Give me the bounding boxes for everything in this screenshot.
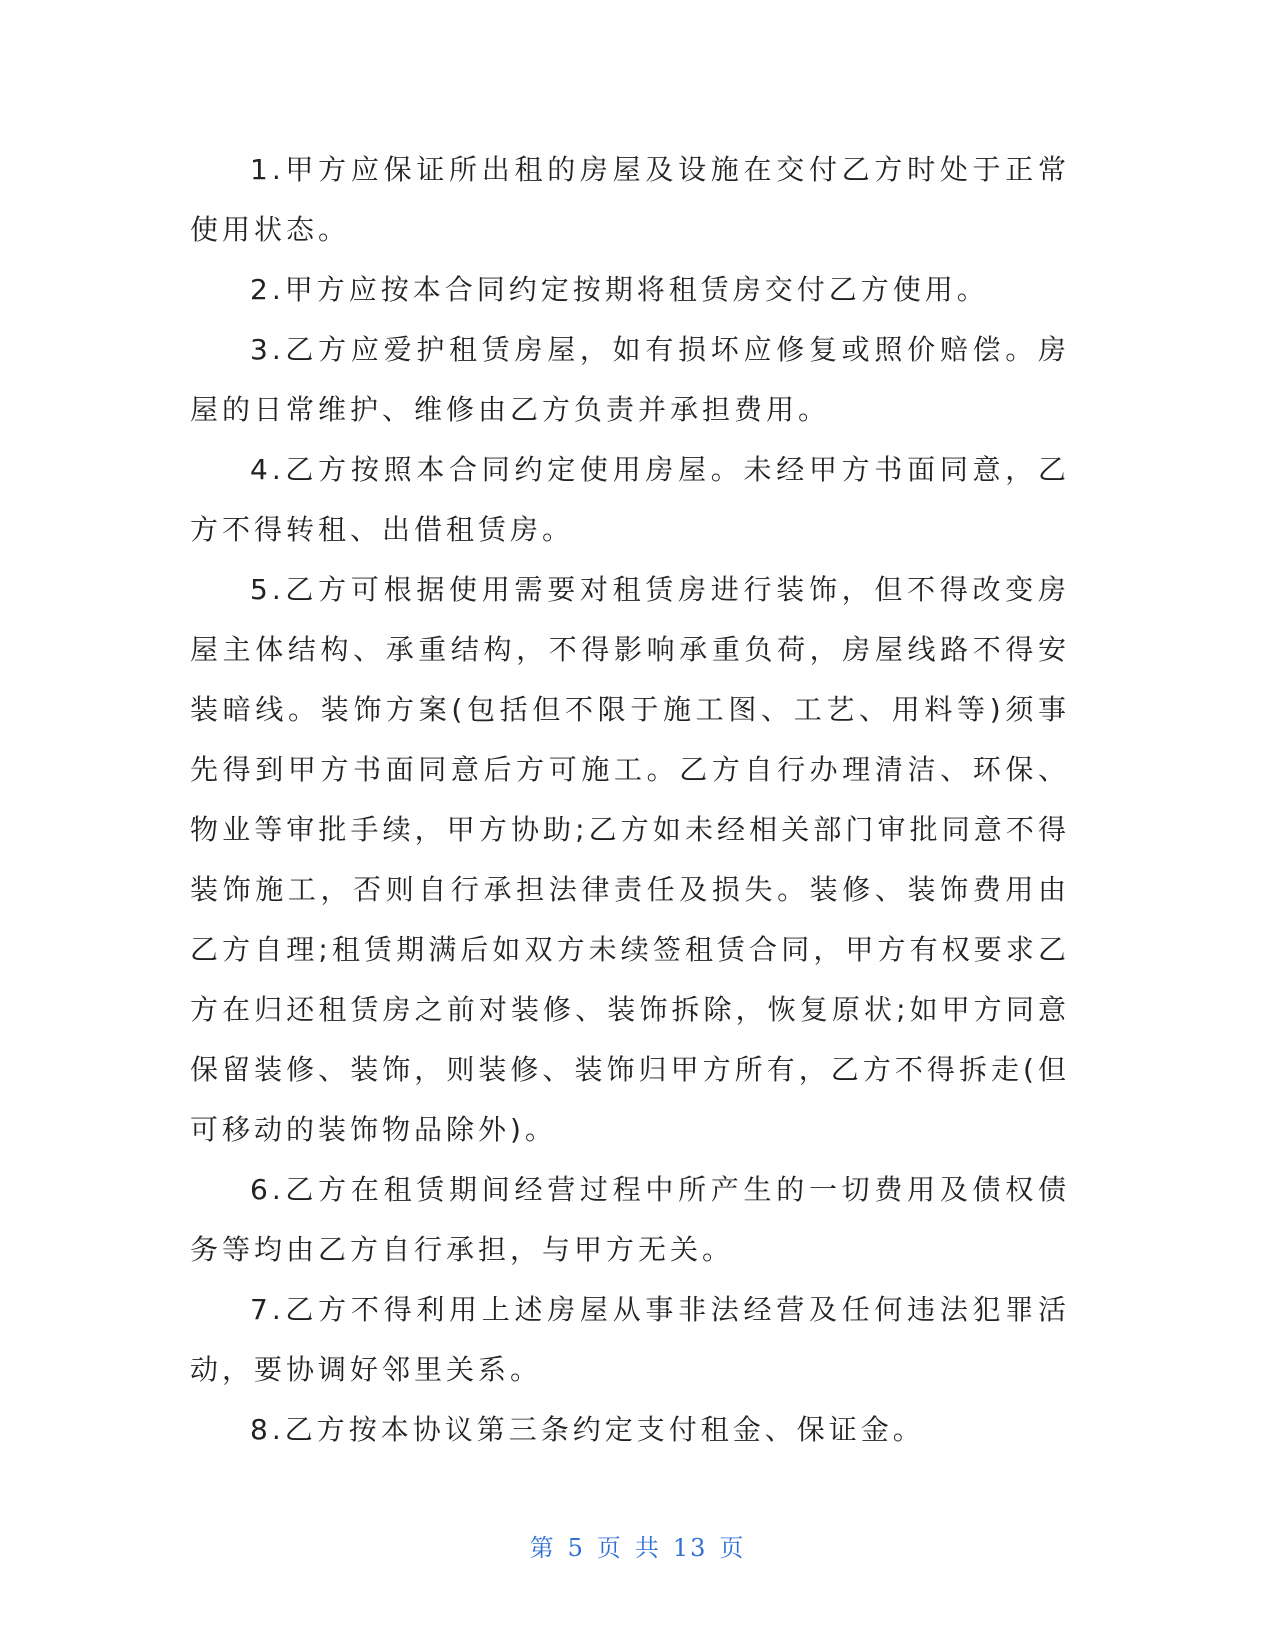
footer-prefix: 第	[529, 1534, 556, 1562]
clause-2: 2.甲方应按本合同约定按期将租赁房交付乙方使用。	[250, 273, 989, 306]
clause-3: 3.乙方应爱护租赁房屋，如有损坏应修复或照价赔偿。房屋的日常维护、维修由乙方负责并承担费用。	[190, 333, 1070, 426]
clause-7: 7.乙方不得利用上述房屋从事非法经营及任何违法犯罪活动，要协调好邻里关系。	[190, 1293, 1070, 1386]
footer-total-pages: 13	[672, 1534, 708, 1562]
footer-page-unit: 页	[596, 1534, 623, 1562]
page-number-footer	[0, 1528, 1275, 1563]
clause-1: 1.甲方应保证所出租的房屋及设施在交付乙方时处于正常使用状态。	[190, 153, 1070, 246]
clause-8: 8.乙方按本协议第三条约定支付租金、保证金。	[250, 1413, 925, 1446]
footer-current-page: 5	[567, 1534, 585, 1562]
clause-5: 5.乙方可根据使用需要对租赁房进行装饰，但不得改变房屋主体结构、承重结构，不得影响承重负荷，房屋线路不得安装暗线。装饰方案(包括但不限于施工图、工艺、用料等)须事先得到甲方书面同意后方可施工。乙方自行办理清洁、环保、物业等审批手续，甲方协助;乙方如未经相关部门审批同意不得装饰施工，否则自行承担法律责任及损失。装修、装饰费用由乙方自理;租赁期满后如双方未续签租赁合同，甲方有权要求乙方在归还租赁房之前对装修、装饰拆除，恢复原状;如甲方同意保留装修、装饰，则装修、装饰归甲方所有，乙方不得拆走(但可移动的装饰物品除外)。	[190, 573, 1070, 1146]
footer-page-unit-end: 页	[719, 1534, 746, 1562]
footer-total-word: 共	[634, 1534, 661, 1562]
document-body	[190, 140, 1070, 1460]
clause-4: 4.乙方按照本合同约定使用房屋。未经甲方书面同意，乙方不得转租、出借租赁房。	[190, 453, 1070, 546]
clause-6: 6.乙方在租赁期间经营过程中所产生的一切费用及债权债务等均由乙方自行承担，与甲方无关。	[190, 1173, 1070, 1266]
